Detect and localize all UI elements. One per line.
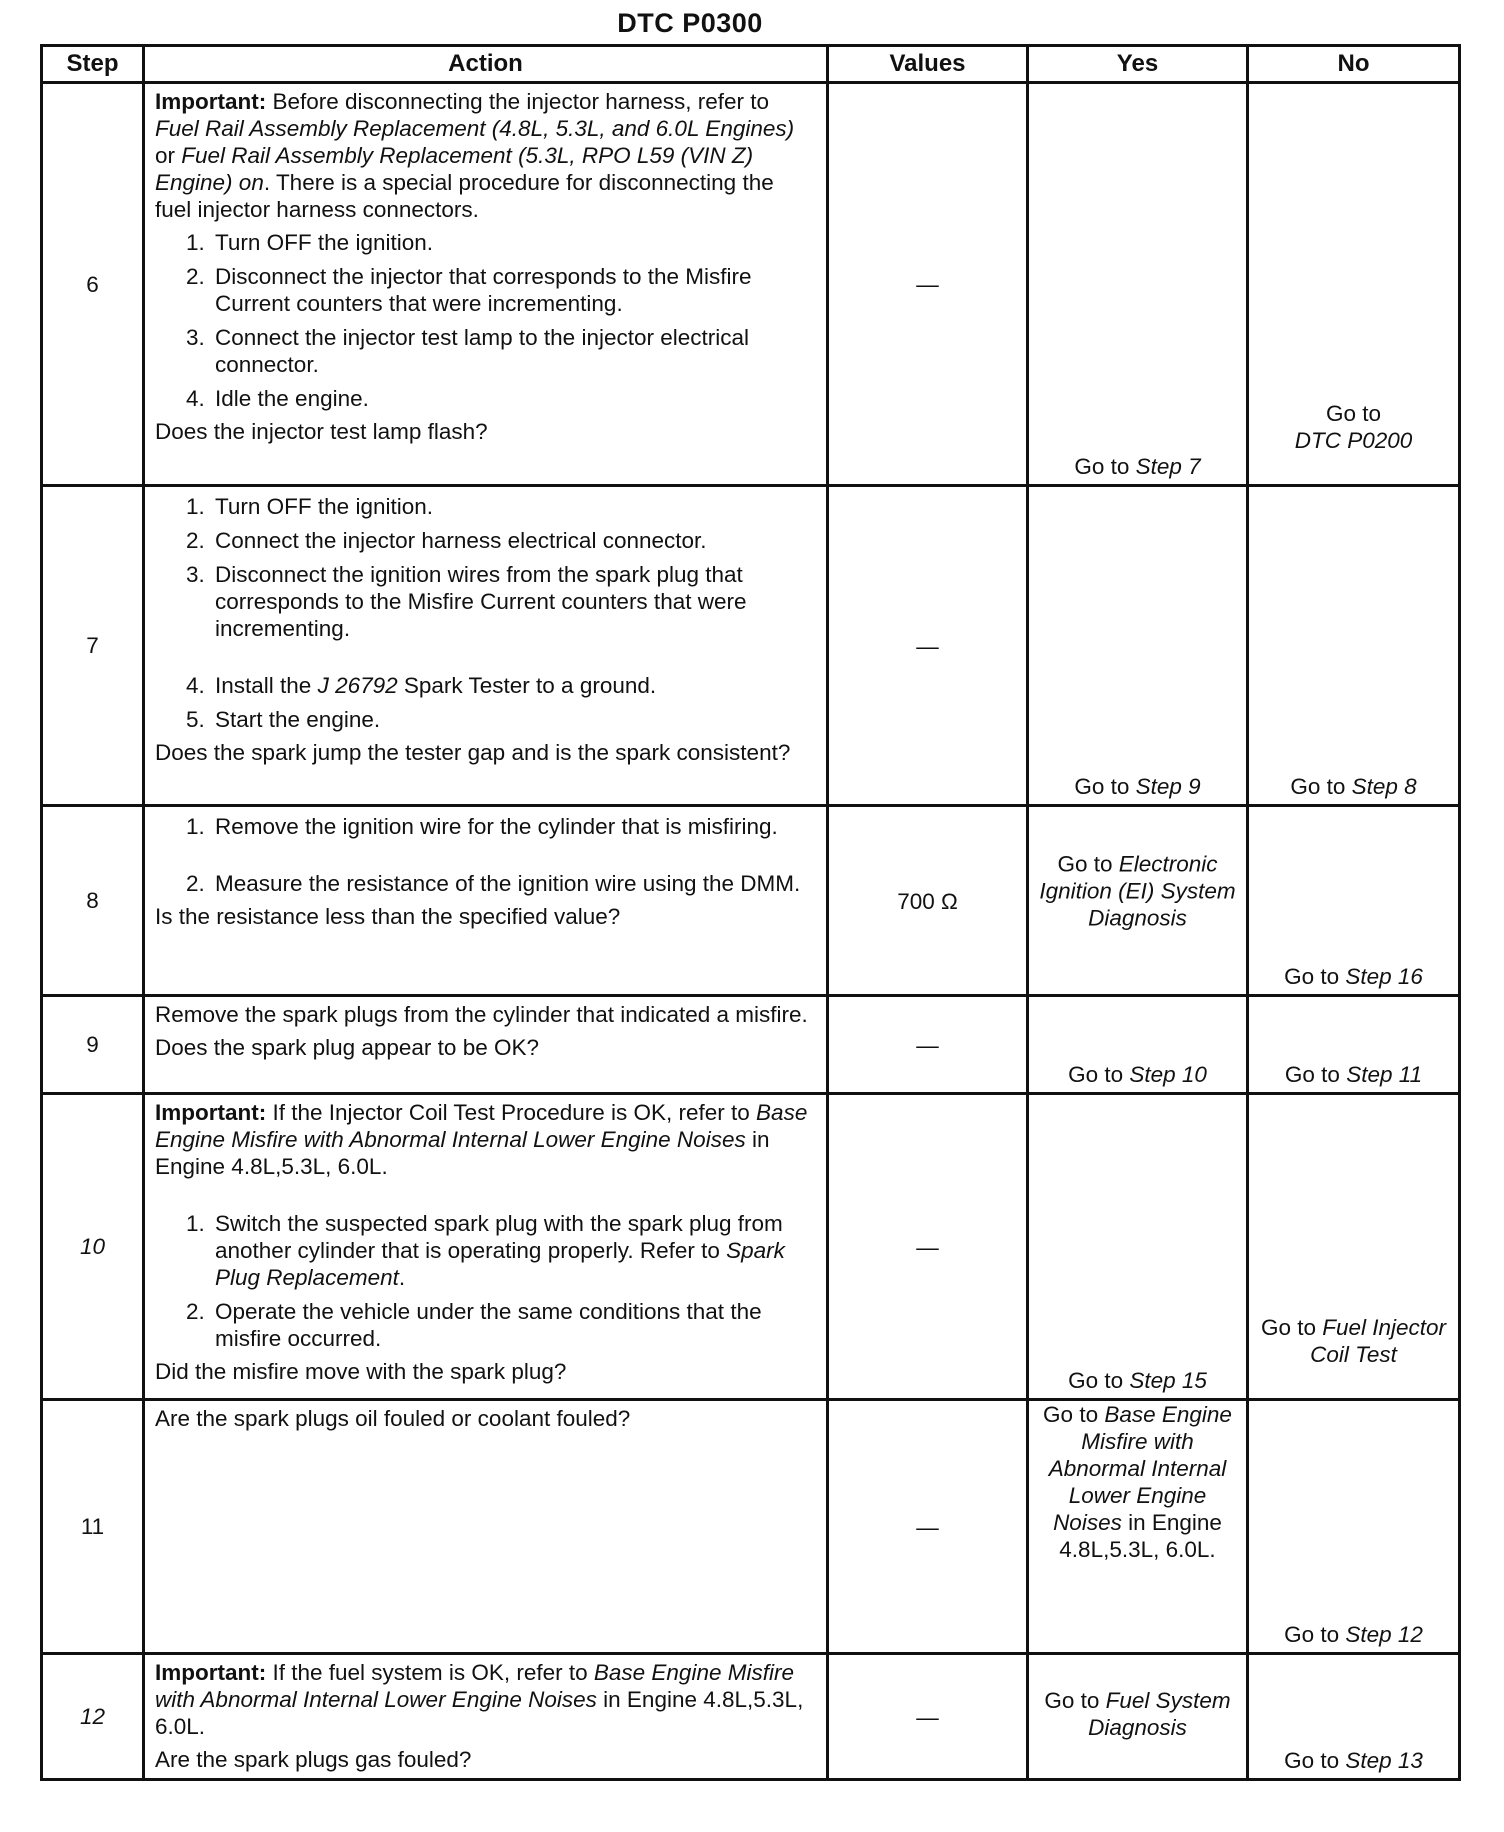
important-label: Important: (155, 1100, 267, 1125)
note-text: or (155, 143, 182, 168)
important-note (155, 1099, 816, 1180)
value-cell: — (828, 1400, 1028, 1654)
list-item (211, 1210, 816, 1291)
list-item: 2. Connect the injector harness electrical connector. (211, 527, 816, 554)
tool-reference: J 26792 (317, 673, 398, 698)
goto-text: in Engine 4.8L,5.3L, 6.0L. (1059, 1510, 1222, 1562)
yes-cell (1028, 486, 1248, 806)
page-title: DTC P0300 (617, 8, 763, 38)
yes-cell (1028, 1654, 1248, 1780)
list-item: 2. Disconnect the injector that corresponds to the Misfire Current counters that were incrementing. (211, 263, 816, 317)
header-step: Step (42, 46, 144, 83)
important-note (155, 88, 816, 223)
yes-cell (1028, 1094, 1248, 1400)
procedure-list (155, 493, 816, 733)
step-number: 7 (42, 486, 144, 806)
table-header-row (42, 46, 1460, 83)
no-cell (1248, 996, 1460, 1094)
yes-cell (1028, 996, 1248, 1094)
important-label: Important: (155, 1660, 267, 1685)
list-item: 1. Turn OFF the ignition. (211, 493, 816, 520)
value-cell: 700 Ω (828, 806, 1028, 996)
yes-link[interactable]: Step 10 (1129, 1062, 1207, 1087)
list-item: 1. Turn OFF the ignition. (211, 229, 816, 256)
yes-link[interactable]: Step 9 (1135, 774, 1201, 799)
yes-link[interactable]: Fuel System Diagnosis (1088, 1688, 1231, 1741)
table-row-step-12 (42, 1654, 1460, 1780)
action-cell (144, 1400, 828, 1654)
list-item: 1. Remove the ignition wire for the cylinder that is misfiring. (211, 813, 816, 840)
important-note (155, 1659, 816, 1740)
item-text: . (398, 1265, 406, 1290)
question: Does the spark plug appear to be OK? (155, 1035, 539, 1060)
reference-link[interactable]: Base Engine Misfire with Abnormal Internal Lower Engine Noises (155, 1660, 794, 1712)
table-row-step-9 (42, 996, 1460, 1094)
value-cell: — (828, 996, 1028, 1094)
list-item: 3. Disconnect the ignition wires from the spark plug that corresponds to the Misfire Current counters that were incrementing. (211, 561, 816, 642)
reference-link[interactable]: Fuel Rail Assembly Replacement (4.8L, 5.3L, and 6.0L Engines) (155, 116, 795, 141)
action-text: Remove the spark plugs from the cylinder that indicated a misfire. (155, 1002, 808, 1027)
yes-link[interactable]: Step 15 (1129, 1368, 1207, 1393)
question: Are the spark plugs gas fouled? (155, 1747, 472, 1772)
header-action: Action (144, 46, 828, 83)
list-item: 5. Start the engine. (211, 706, 816, 733)
question: Does the injector test lamp flash? (155, 419, 488, 444)
item-text: Install the (215, 673, 318, 698)
step-number: 9 (42, 996, 144, 1094)
yes-link[interactable]: Base Engine Misfire with Abnormal Internal Lower Engine Noises (1048, 1402, 1232, 1535)
note-text: . There is a special procedure for disconnecting the fuel injector harness connectors. (155, 170, 774, 222)
goto-text: Go to (1290, 774, 1352, 799)
header-values: Values (828, 46, 1028, 83)
goto-text: Go to (1068, 1062, 1130, 1087)
goto-text: Go to (1284, 1062, 1347, 1087)
dtc-table (40, 44, 1461, 1781)
item-text: Switch the suspected spark plug with the spark plug from another cylinder that is operating properly. Refer to (215, 1211, 783, 1263)
action-cell (144, 1094, 828, 1400)
goto-text: Go to (1074, 454, 1136, 479)
list-item: 2. Measure the resistance of the ignition wire using the DMM. (211, 870, 816, 897)
table-row-step-7 (42, 486, 1460, 806)
action-cell (144, 806, 828, 996)
goto-text: Go to (1043, 1402, 1105, 1427)
value-cell: — (828, 1654, 1028, 1780)
yes-cell (1028, 1400, 1248, 1654)
action-cell (144, 1654, 828, 1780)
step-number: 6 (42, 83, 144, 486)
question: Are the spark plugs oil fouled or coolant fouled? (155, 1406, 631, 1431)
table-row-step-11 (42, 1400, 1460, 1654)
no-link[interactable]: Step 11 (1346, 1062, 1423, 1087)
goto-text: Go to (1057, 851, 1119, 877)
question: Did the misfire move with the spark plug? (155, 1359, 567, 1384)
goto-text: Go to (1284, 964, 1346, 989)
value-cell: — (828, 1094, 1028, 1400)
procedure-list (155, 1210, 816, 1352)
reference-link[interactable]: Spark Plug Replacement (215, 1238, 785, 1290)
no-cell (1248, 83, 1460, 486)
yes-link[interactable]: Step 7 (1135, 454, 1201, 479)
action-cell (144, 486, 828, 806)
procedure-list (155, 229, 816, 412)
no-link[interactable]: Step 8 (1351, 774, 1417, 799)
no-cell (1248, 806, 1460, 996)
procedure-list (155, 813, 816, 897)
list-item: 3. Connect the injector test lamp to the injector electrical connector. (211, 324, 816, 378)
no-cell (1248, 1094, 1460, 1400)
step-number: 10 (42, 1094, 144, 1400)
note-text: If the fuel system is OK, refer to (266, 1660, 594, 1685)
no-link[interactable]: DTC P0200 (1294, 428, 1413, 453)
goto-text: Go to (1068, 1368, 1130, 1393)
value-cell: — (828, 486, 1028, 806)
header-no: No (1248, 46, 1460, 83)
table-row-step-6 (42, 83, 1460, 486)
yes-link[interactable]: Electronic Ignition (EI) System Diagnosis (1039, 851, 1236, 931)
no-link[interactable]: Step 16 (1345, 964, 1423, 989)
no-cell (1248, 1400, 1460, 1654)
goto-text: Go to (1260, 1315, 1323, 1340)
note-text: If the Injector Coil Test Procedure is OK, refer to (266, 1100, 757, 1125)
reference-link[interactable]: Fuel Rail Assembly Replacement (5.3L, RPO L59 (VIN Z) Engine) on (155, 143, 754, 195)
list-item: 4. Idle the engine. (211, 385, 816, 412)
item-text: Spark Tester to a ground. (397, 673, 657, 698)
no-cell (1248, 486, 1460, 806)
question: Is the resistance less than the specified value? (155, 904, 621, 929)
yes-cell (1028, 806, 1248, 996)
step-number: 12 (42, 1654, 144, 1780)
yes-cell (1028, 83, 1248, 486)
goto-text: Go to (1284, 1748, 1346, 1773)
question: Does the spark jump the tester gap and is the spark consistent? (155, 740, 791, 765)
goto-text: Go to (1044, 1688, 1106, 1714)
goto-text: Go to (1074, 774, 1136, 799)
step-number: 11 (42, 1400, 144, 1654)
note-text: in Engine 4.8L,5.3L, 6.0L. (155, 1687, 804, 1739)
no-cell (1248, 1654, 1460, 1780)
action-cell (144, 996, 828, 1094)
no-link[interactable]: Fuel Injector Coil Test (1310, 1315, 1447, 1367)
note-text: Before disconnecting the injector harness, refer to (266, 89, 770, 114)
action-cell (144, 83, 828, 486)
reference-link[interactable]: Base Engine Misfire with Abnormal Internal Lower Engine Noises (155, 1100, 808, 1152)
value-cell: — (828, 83, 1028, 486)
note-text: in Engine 4.8L,5.3L, 6.0L. (155, 1127, 770, 1179)
table-row-step-8 (42, 806, 1460, 996)
list-item (211, 672, 816, 699)
goto-text: Go to (1325, 401, 1382, 426)
header-yes: Yes (1028, 46, 1248, 83)
table-row-step-10 (42, 1094, 1460, 1400)
important-label: Important: (155, 89, 267, 114)
list-item: 2. Operate the vehicle under the same conditions that the misfire occurred. (211, 1298, 816, 1352)
no-link[interactable]: Step 12 (1345, 1622, 1423, 1647)
goto-text: Go to (1284, 1622, 1346, 1647)
step-number: 8 (42, 806, 144, 996)
no-link[interactable]: Step 13 (1345, 1748, 1423, 1773)
